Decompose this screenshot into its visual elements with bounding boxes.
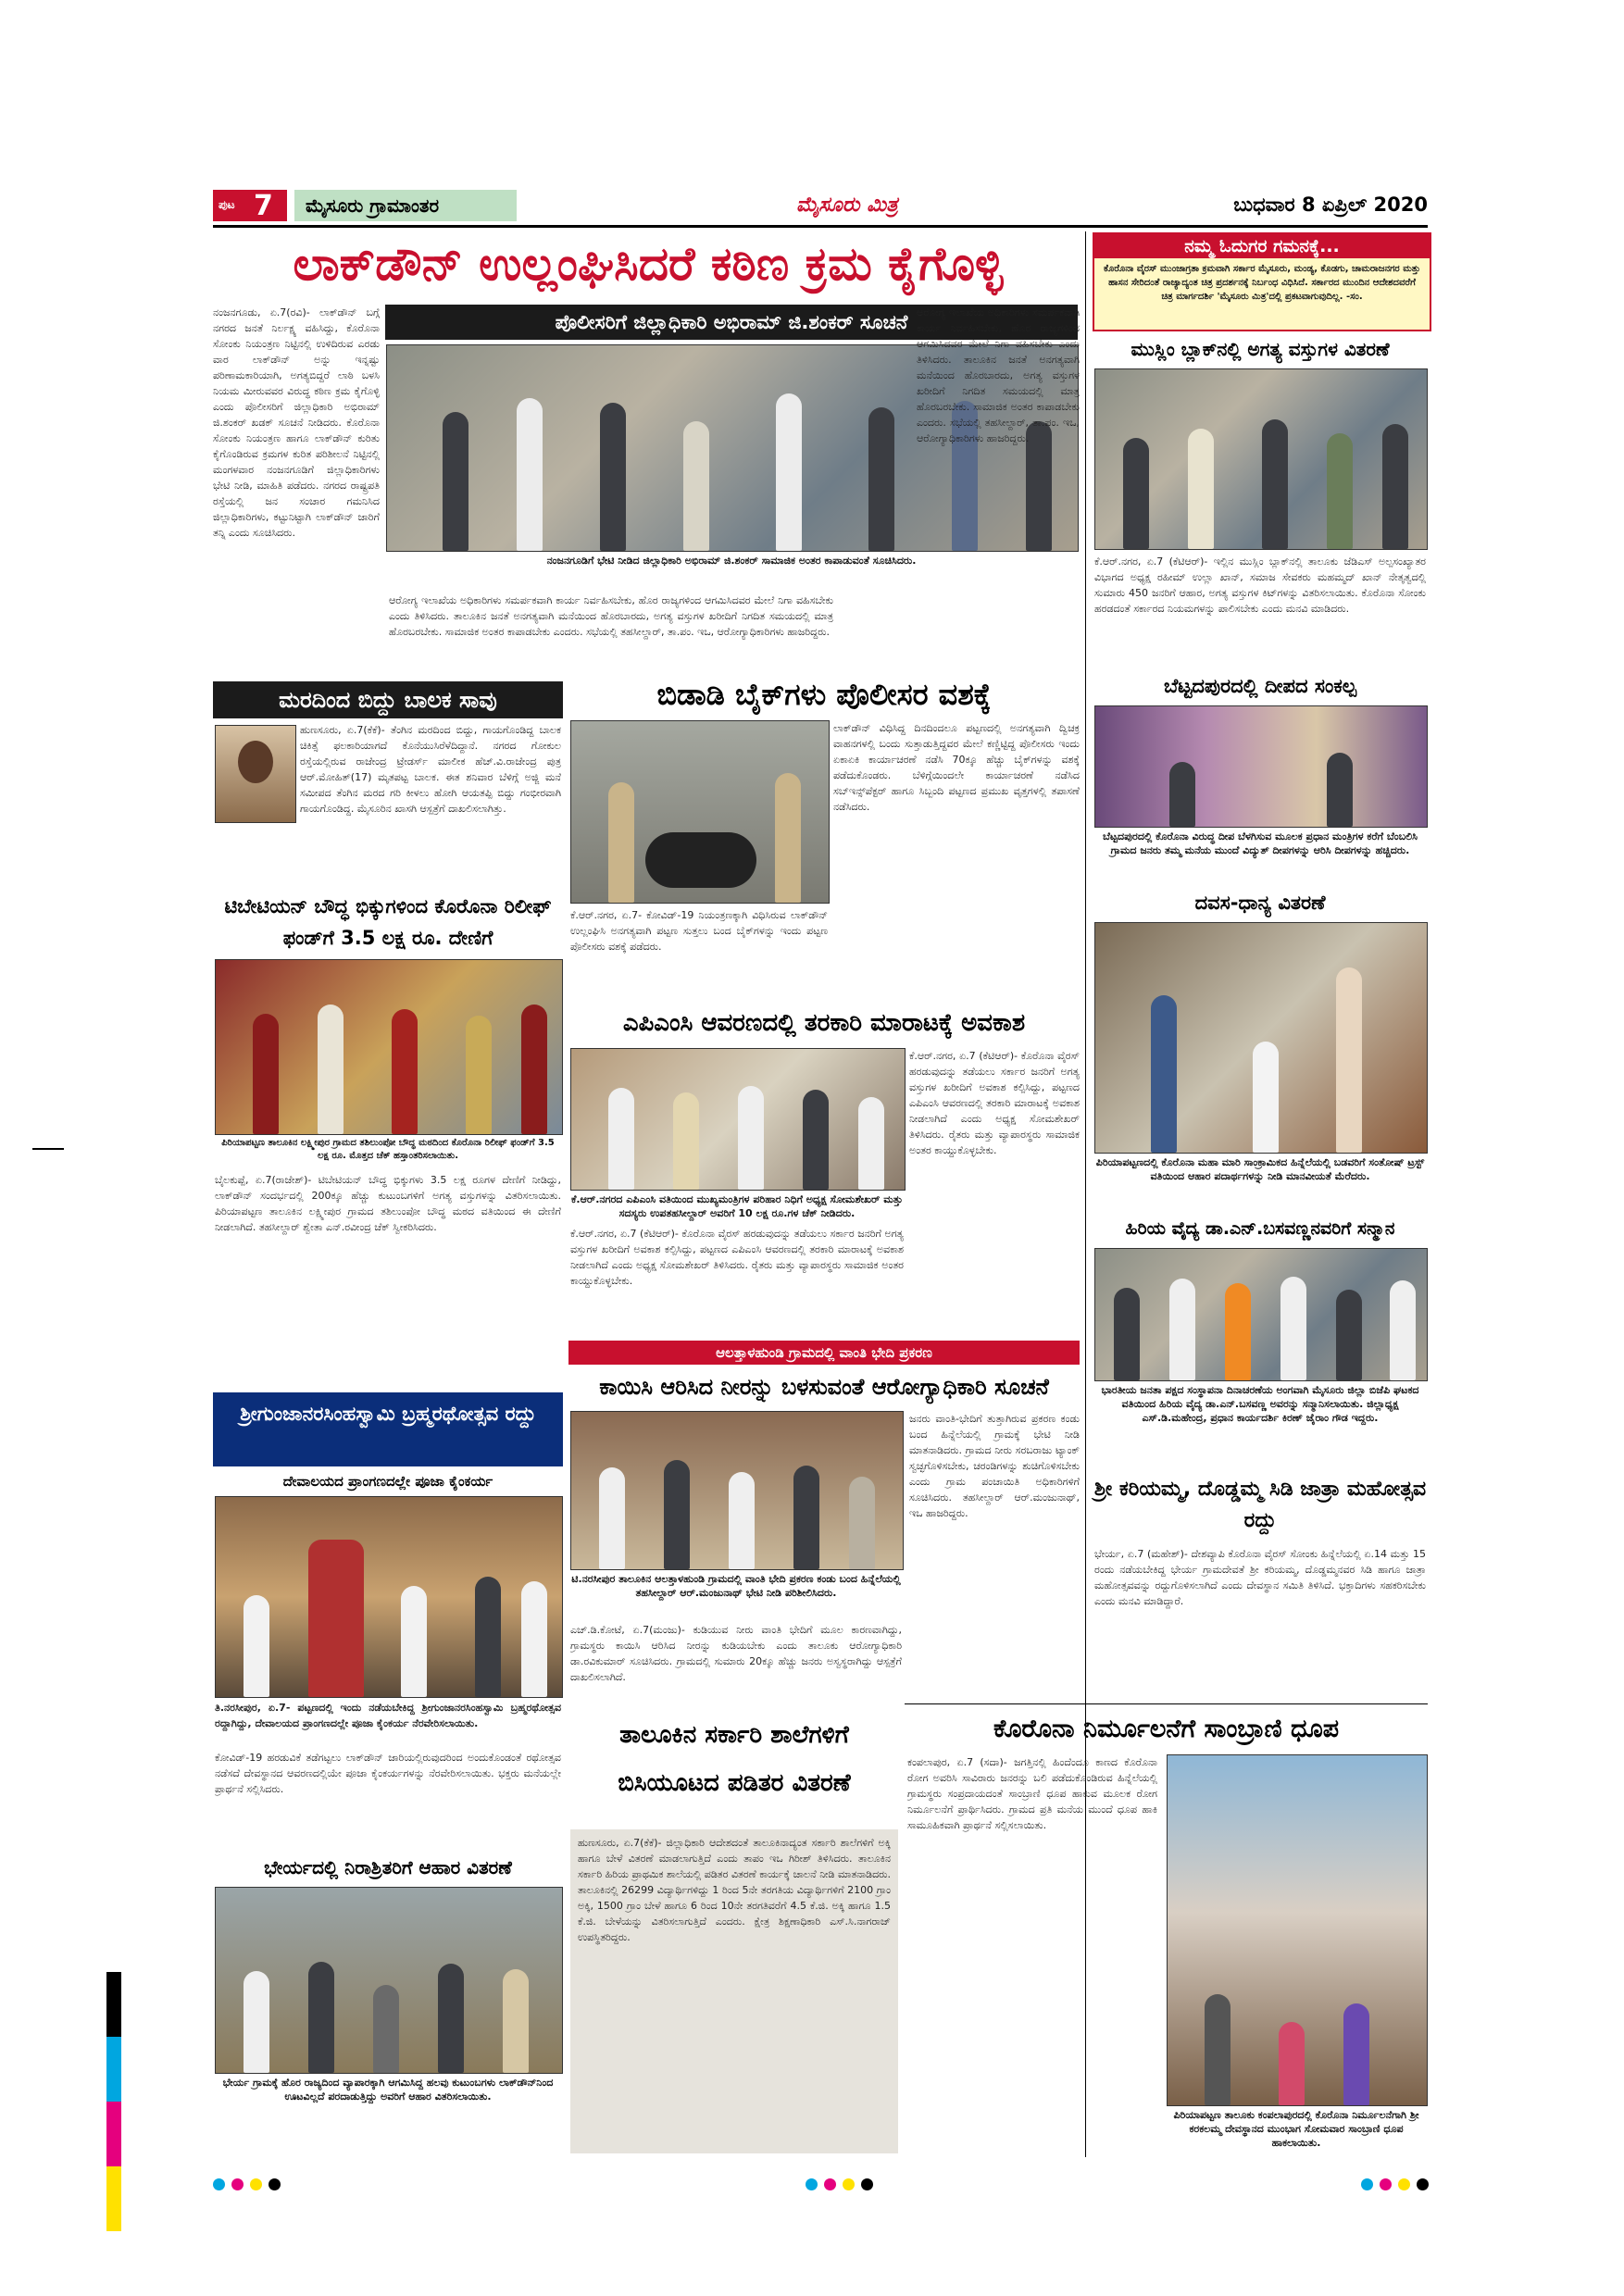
lead-body-left: ನಂಜನಗೂಡು, ಏ.7(ರವಿ)- ಲಾಕ್‌ಡೌನ್ ಬಗ್ಗೆ ನಗರದ ಜನತೆ ನಿರ್ಲಕ್ಷ್ಯ ವಹಿಸಿದ್ದು, ಕೊರೊನಾ ಸೋಂಕು ನಿಯಂತ್ರಣ ನಿಟ್ಟಿನಲ್ಲಿ ಉಳಿದಿರುವ ಎರಡು ವಾರ ಲಾಕ್‌ಡೌನ್ ಅನ್ನು ಇನ್ನಷ್ಟು ಪರಿಣಾಮಕಾರಿಯಾಗಿ, ಅಗತ್ಯಬಿದ್ದರೆ ಲಾಠಿ ಬಳಸಿ ನಿಯಮ ಮೀರುವವರ ವಿರುದ್ಧ ಕಠಿಣ ಕ್ರಮ ಕೈಗೊಳ್ಳಿ ಎಂದು ಪೊಲೀಸರಿಗೆ ಜಿಲ್ಲಾಧಿಕಾರಿ ಅಭಿರಾಮ್ ಜಿ.ಶಂಕರ್ ಖಡಕ್ ಸೂಚನೆ ನೀಡಿದರು. ಕೊರೊನಾ ಸೋಂಕು ನಿಯಂತ್ರಣ ಹಾಗೂ ಲಾಕ್‌ಡೌನ್ ಕುರಿತು ಕೈಗೊಂಡಿರುವ ಕ್ರಮಗಳ ಕುರಿತ ಪರಿಶೀಲನೆ ನಿಟ್ಟಿನಲ್ಲಿ ಮಂಗಳವಾರ ನಂಜನಗೂಡಿಗೆ ಜಿಲ್ಲಾಧಿಕಾರಿಗಳು ಭೇಟಿ ನೀಡಿ, ಮಾಹಿತಿ ಪಡೆದರು. ನಗರದ ರಾಷ್ಟ್ರಪತಿ ರಸ್ತೆಯಲ್ಲಿ ಜನ ಸಂಚಾರ ಗಮನಿಸಿದ ಜಿಲ್ಲಾಧಿಕಾರಿಗಳು, ಕಟ್ಟುನಿಟ್ಟಾಗಿ ಲಾಕ್‌ಡೌನ್ ಜಾರಿಗೆ ತನ್ನಿ ಎಂದು ಸೂಚಿಸಿದರು. [213,306,380,539]
page-number: 7 [254,190,273,222]
muslim-block-body: ಕೆ.ಆರ್.ನಗರ, ಏ.7 (ಕೆಟಿಆರ್)- ಇಲ್ಲಿನ ಮುಸ್ಲಿಂ ಬ್ಲಾಕ್‌ನಲ್ಲಿ ತಾಲೂಕು ಜೆಡಿಎಸ್ ಅಲ್ಪಸಂಖ್ಯಾತರ ವಿಭಾಗದ ಅಧ್ಯಕ್ಷ ರಹೀಮ್ ಉಲ್ಲಾ ಖಾನ್, ಸಮಾಜ ಸೇವಕರು ಮಹಮ್ಮದ್ ಖಾನ್ ನೇತೃತ್ವದಲ್ಲಿ ಸುಮಾರು 450 ಜನರಿಗೆ ಆಹಾರ, ಅಗತ್ಯ ವಸ್ತುಗಳ ಕಿಟ್‌ಗಳನ್ನು ವಿತರಿಸಲಾಯಿತು. ಕೊರೊನಾ ಸೋಂಕು ಹರಡದಂತೆ ಸರ್ಕಾರದ ನಿಯಮಗಳನ್ನು ಪಾಲಿಸಬೇಕು ಎಂದು ಮನವಿ ಮಾಡಿದರು. [1094,555,1426,615]
sambrani-caption: ಪಿರಿಯಾಪಟ್ಟಣ ತಾಲೂಕು ಕಂಪಲಾಪುರದಲ್ಲಿ ಕೊರೊನಾ ನಿರ್ಮೂಲನೆಗಾಗಿ ಶ್ರೀ ಕರಕಲಮ್ಮ ದೇವಸ್ಥಾನದ ಮುಂಭಾಗ ಸೋಮವಾರ ಸಾಂಬ್ರಾಣಿ ಧೂಪ ಹಾಕಲಾಯಿತು. [1173,2109,1419,2149]
section-name-box [294,190,517,221]
temple-photo [215,1496,563,1698]
bettadapura-caption: ಬೆಟ್ಟದಪುರದಲ್ಲಿ ಕೊರೊನಾ ವಿರುದ್ಧ ದೀಪ ಬೆಳಗಿಸುವ ಮೂಲಕ ಪ್ರಧಾನ ಮಂತ್ರಿಗಳ ಕರೆಗೆ ಬೆಂಬಲಿಸಿ ಗ್ರಾಮದ ಜನರು ತಮ್ಮ ಮನೆಯ ಮುಂದೆ ವಿದ್ಯುತ್ ದೀಪಗಳನ್ನು ಆರಿಸಿ ದೀಪಗಳನ್ನು ಹಚ್ಚಿದರು. [1103,830,1418,856]
fair-headline: ಶ್ರೀ ಕರಿಯಮ್ಮ, ದೊಡ್ಡಮ್ಮ ಸಿಡಿ ಜಾತ್ರಾ ಮಹೋತ್ಸವ ರದ್ದು [1093,1478,1427,1532]
boy-body: ಹುಣಸೂರು, ಏ.7(ಕೆಕೆ)- ತೆಂಗಿನ ಮರದಿಂದ ಬಿದ್ದು, ಗಾಯಗೊಂಡಿದ್ದ ಬಾಲಕ ಚಿಕಿತ್ಸೆ ಫಲಕಾರಿಯಾಗದೆ ಕೊನೆಯುಸಿರೆಳೆದಿದ್ದಾನೆ. ನಗರದ ಗೋಕುಲ ರಸ್ತೆಯಲ್ಲಿರುವ ರಾಜೇಂದ್ರ ಟ್ರೇಡರ್ಸ್ ಮಾಲೀಕ ಹೆಚ್.ವಿ.ರಾಜೇಂದ್ರ ಪುತ್ರ ಆರ್.ಮೋಹಿತ್(17) ಮೃತಪಟ್ಟ ಬಾಲಕ. ಈತ ಶನಿವಾರ ಬೆಳಿಗ್ಗೆ ಅಜ್ಜಿ ಮನೆ ಸಮೀಪದ ತೆಂಗಿನ ಮರದ ಗರಿ ಕೀಳಲು ಹೋಗಿ ಆಯತಪ್ಪಿ ಬಿದ್ದು ಗಂಭೀರವಾಗಿ ಗಾಯಗೊಂಡಿದ್ದ. ಮೈಸೂರಿನ ಖಾಸಗಿ ಆಸ್ಪತ್ರೆಗೆ ದಾಖಲಿಸಲಾಗಿತ್ತು. [300,724,561,815]
boy-portrait [215,725,296,823]
masthead-rule [213,225,1428,228]
bikes-caption: ಕೆ.ಆರ್.ನಗರ, ಏ.7- ಕೋವಿಡ್-19 ನಿಯಂತ್ರಣಕ್ಕಾಗಿ ವಿಧಿಸಿರುವ ಲಾಕ್‌ಡೌನ್ ಉಲ್ಲಂಘಿಸಿ ಅನಗತ್ಯವಾಗಿ ಪಟ್ಟಣ ಸುತ್ತಲು ಬಂದ ಬೈಕ್‌ಗಳನ್ನು ಇಂದು ಪಟ್ಟಣ ಪೊಲೀಸರು ವಶಕ್ಕೆ ಪಡೆದರು. [570,909,828,953]
water-body-right: ಜನರು ವಾಂತಿ-ಭೇದಿಗೆ ತುತ್ತಾಗಿರುವ ಪ್ರಕರಣ ಕಂಡು ಬಂದ ಹಿನ್ನೆಲೆಯಲ್ಲಿ ಗ್ರಾಮಕ್ಕೆ ಭೇಟಿ ನೀಡಿ ಮಾತನಾಡಿದರು. ಗ್ರಾಮದ ನೀರು ಸರಬರಾಜು ಟ್ಯಾಂಕ್ ಸ್ವಚ್ಛಗೊಳಿಸಬೇಕು, ಚರಂಡಿಗಳನ್ನು ಶುಚಿಗೊಳಿಸಬೇಕು ಎಂದು ಗ್ರಾಮ ಪಂಚಾಯಿತಿ ಅಧಿಕಾರಿಗಳಿಗೆ ಸೂಚಿಸಿದರು. ತಹಸೀಲ್ದಾರ್ ಆರ್.ಮಂಜುನಾಥ್, ಇಒ ಹಾಜರಿದ್ದರು. [909,1413,1080,1519]
bettadapura-photo [1094,705,1428,828]
bherya-photo [215,1887,563,2074]
bikes-headline: ಬಿಡಾಡಿ ಬೈಕ್‌ಗಳು ಪೊಲೀಸರ ವಶಕ್ಕೆ [656,677,992,712]
sambrani-body: ಕಂಪಲಾಪುರ, ಏ.7 (ಸದಾ)- ಜಗತ್ತಿನಲ್ಲಿ ಹಿಂದೆಂದೂ ಕಾಣದ ಕೊರೊನಾ ರೋಗ ಅವರಿಸಿ ಸಾವಿರಾರು ಜನರನ್ನು ಬಲಿ ಪಡೆದುಕೊಂಡಿರುವ ಹಿನ್ನೆಲೆಯಲ್ಲಿ ಗ್ರಾಮಸ್ಥರು ಸಂಪ್ರದಾಯದಂತೆ ಸಾಂಬ್ರಾಣಿ ಧೂಪ ಹಾಕುವ ಮೂಲಕ ರೋಗ ನಿರ್ಮೂಲನೆಗೆ ಪ್ರಾರ್ಥಿಸಿದರು. ಗ್ರಾಮದ ಪ್ರತಿ ಮನೆಯ ಮುಂದೆ ಧೂಪ ಹಾಕಿ ಸಾಮೂಹಿಕವಾಗಿ ಪ್ರಾರ್ಥನೆ ಸಲ್ಲಿಸಲಾಯಿತು. [907,1756,1157,1831]
boy-headline: ಮರದಿಂದ ಬಿದ್ದು ಬಾಲಕ ಸಾವು [213,681,563,718]
muslim-block-photo [1094,368,1428,550]
doctor-headline: ಹಿರಿಯ ವೈದ್ಯ ಡಾ.ಎನ್.ಬಸವಣ್ಣನವರಿಗೆ ಸನ್ಮಾನ [1125,1218,1395,1239]
lead-photo-caption: ನಂಜನಗೂಡಿಗೆ ಭೇಟಿ ನೀಡಿದ ಜಿಲ್ಲಾಧಿಕಾರಿ ಅಭಿರಾಮ್ ಜಿ.ಶಂಕರ್ ಸಾಮಾಜಿಕ ಅಂತರ ಕಾಪಾಡುವಂತೆ ಸೂಚಿಸಿದರು. [546,555,917,567]
section-name: ಮೈಸೂರು ಗ್ರಾಮಾಂತರ [306,194,440,217]
grain-headline: ದವಸ-ಧಾನ್ಯ ವಿತರಣೆ [1194,892,1326,914]
temple-caption: ತಿ.ನರಸೀಪುರ, ಏ.7- ಪಟ್ಟಣದಲ್ಲಿ ಇಂದು ನಡೆಯಬೇಕಿದ್ದ ಶ್ರೀಗುಂಜಾನರಸಿಂಹಸ್ವಾಮಿ ಬ್ರಹ್ಮರಥೋತ್ಸವ ರದ್ದಾಗಿದ್ದು, ದೇವಾಲಯದ ಪ್ರಾಂಗಣದಲ್ಲೇ ಪೂಜಾ ಕೈಂಕರ್ಯ ನೆರವೇರಿಸಲಾಯಿತು. [215,1702,561,1729]
notice-text: ಕೊರೊನಾ ವೈರಸ್ ಮುಂಜಾಗ್ರತಾ ಕ್ರಮವಾಗಿ ಸರ್ಕಾರ ಮೈಸೂರು, ಮಂಡ್ಯ, ಕೊಡಗು, ಚಾಮರಾಜನಗರ ಮತ್ತು ಹಾಸನ ಸೇರಿದಂತೆ ರಾಜ್ಯಾದ್ಯಂತ ಚಿತ್ರ ಪ್ರದರ್ಶನಕ್ಕೆ ನಿರ್ಬಂಧ ವಿಧಿಸಿದೆ. ಸರ್ಕಾರದ ಮುಂದಿನ ಆದೇಶದವರೆಗೆ ಚಿತ್ರ ಮಾರ್ಗದರ್ಶಿ 'ಮೈಸೂರು ಮಿತ್ರ'ದಲ್ಲಿ ಪ್ರಕಟವಾಗುವುದಿಲ್ಲ. -ಸಂ. [1103,264,1421,302]
masthead [213,188,1428,225]
bikes-body: ಲಾಕ್‌ಡೌನ್ ವಿಧಿಸಿದ್ದ ದಿನದಿಂದಲೂ ಪಟ್ಟಣದಲ್ಲಿ ಅನಗತ್ಯವಾಗಿ ದ್ವಿಚಕ್ರ ವಾಹನಗಳಲ್ಲಿ ಬಂದು ಸುತ್ತಾಡುತ್ತಿದ್ದವರ ಮೇಲೆ ಕಣ್ಣಿಟ್ಟಿದ್ದ ಪೊಲೀಸರು ಇಂದು ಏಕಾಏಕಿ ಕಾರ್ಯಾಚರಣೆ ನಡೆಸಿ 70ಕ್ಕೂ ಹೆಚ್ಚು ಬೈಕ್‌ಗಳನ್ನು ವಶಕ್ಕೆ ಪಡೆದುಕೊಂಡರು. ಬೆಳಿಗ್ಗೆಯಿಂದಲೇ ಕಾರ್ಯಾಚರಣೆ ನಡೆಸಿದ ಸಬ್‌ಇನ್ಸ್‌ಪೆಕ್ಟರ್ ಹಾಗೂ ಸಿಬ್ಬಂದಿ ಪಟ್ಟಣದ ಪ್ರಮುಖ ವೃತ್ತಗಳಲ್ಲಿ ತಪಾಸಣೆ ನಡೆಸಿದರು. [833,722,1080,813]
school-headline-box [570,1711,898,1822]
page-number-box [213,190,287,221]
doctor-photo [1094,1248,1428,1381]
bettadapura-headline: ಬೆಟ್ಟದಪುರದಲ್ಲಿ ದೀಪದ ಸಂಕಲ್ಪ [1163,675,1356,697]
lead-headline: ಲಾಕ್‌ಡೌನ್ ಉಲ್ಲಂಘಿಸಿದರೆ ಕಠಿಣ ಕ್ರಮ ಕೈಗೊಳ್ಳಿ [293,237,1004,291]
bherya-caption: ಭೇರ್ಯ ಗ್ರಾಮಕ್ಕೆ ಹೊರ ರಾಜ್ಯದಿಂದ ವ್ಯಾಪಾರಕ್ಕಾಗಿ ಆಗಮಿಸಿದ್ದ ಹಲವು ಕುಟುಂಬಗಳು ಲಾಕ್‌ಡೌನ್‌ನಿಂದ ಊಟವಿಲ್ಲದೆ ಪರದಾಡುತ್ತಿದ್ದು ಅವರಿಗೆ ಆಹಾರ ವಿತರಿಸಲಾಯಿತು. [222,2077,554,2103]
issue-date: ಬುಧವಾರ 8 ಏಪ್ರಿಲ್ 2020 [1233,193,1428,216]
water-tag: ಆಲತ್ತಾಳಹುಂಡಿ ಗ್ರಾಮದಲ್ಲಿ ವಾಂತಿ ಭೇದಿ ಪ್ರಕರಣ [716,1344,932,1361]
temple-headline: ಶ್ರೀಗುಂಜಾನರಸಿಂಹಸ್ವಾಮಿ ಬ್ರಹ್ಮರಥೋತ್ಸವ ರದ್ದು [240,1403,536,1425]
water-caption: ಟಿ.ನರಸೀಪುರ ತಾಲೂಕಿನ ಆಲತ್ತಾಳಹುಂಡಿ ಗ್ರಾಮದಲ್ಲಿ ವಾಂತಿ ಭೇದಿ ಪ್ರಕರಣ ಕಂಡು ಬಂದ ಹಿನ್ನೆಲೆಯಲ್ಲಿ ತಹಸೀಲ್ದಾರ್ ಆರ್.ಮಂಜುನಾಥ್ ಭೇಟಿ ನೀಡಿ ಪರಿಶೀಲಿಸಿದರು. [571,1573,901,1599]
right-rule [905,1703,1428,1704]
apmc-body: ಕೆ.ಆರ್.ನಗರ, ಏ.7 (ಕೆಟಿಆರ್)- ಕೊರೊನಾ ವೈರಸ್ ಹರಡುವುದನ್ನು ತಡೆಯಲು ಸರ್ಕಾರ ಜನರಿಗೆ ಅಗತ್ಯ ವಸ್ತುಗಳ ಖರೀದಿಗೆ ಅವಕಾಶ ಕಲ್ಪಿಸಿದ್ದು, ಪಟ್ಟಣದ ಎಪಿಎಂಸಿ ಆವರಣದಲ್ಲಿ ತರಕಾರಿ ಮಾರಾಟಕ್ಕೆ ಅವಕಾಶ ನೀಡಲಾಗಿದೆ ಎಂದು ಅಧ್ಯಕ್ಷ ಸೋಮಶೇಖರ್ ತಿಳಿಸಿದರು. ರೈತರು ಮತ್ತು ವ್ಯಾಪಾರಸ್ಥರು ಸಾಮಾಜಿಕ ಅಂತರ ಕಾಯ್ದುಕೊಳ್ಳಬೇಕು. [570,1228,904,1287]
water-body: ಎಚ್.ಡಿ.ಕೋಟೆ, ಏ.7(ಮಂಜು)- ಕುಡಿಯುವ ನೀರು ವಾಂತಿ ಭೇದಿಗೆ ಮೂಲ ಕಾರಣವಾಗಿದ್ದು, ಗ್ರಾಮಸ್ಥರು ಕಾಯಿಸಿ ಆರಿಸಿದ ನೀರನ್ನು ಕುಡಿಯಬೇಕು ಎಂದು ತಾಲೂಕು ಆರೋಗ್ಯಾಧಿಕಾರಿ ಡಾ.ರವಿಕುಮಾರ್ ಸೂಚಿಸಿದರು. ಗ್ರಾಮದಲ್ಲಿ ಸುಮಾರು 20ಕ್ಕೂ ಹೆಚ್ಚು ಜನರು ಅಸ್ವಸ್ಥರಾಗಿದ್ದು ಆಸ್ಪತ್ರೆಗೆ ದಾಖಲಿಸಲಾಗಿದೆ. [570,1624,902,1683]
apmc-headline: ಎಪಿಎಂಸಿ ಆವರಣದಲ್ಲಿ ತರಕಾರಿ ಮಾರಾಟಕ್ಕೆ ಅವಕಾಶ [622,1009,1026,1037]
apmc-body-right: ಕೆ.ಆರ್.ನಗರ, ಏ.7 (ಕೆಟಿಆರ್)- ಕೊರೊನಾ ವೈರಸ್ ಹರಡುವುದನ್ನು ತಡೆಯಲು ಸರ್ಕಾರ ಜನರಿಗೆ ಅಗತ್ಯ ವಸ್ತುಗಳ ಖರೀದಿಗೆ ಅವಕಾಶ ಕಲ್ಪಿಸಿದ್ದು, ಪಟ್ಟಣದ ಎಪಿಎಂಸಿ ಆವರಣದಲ್ಲಿ ತರಕಾರಿ ಮಾರಾಟಕ್ಕೆ ಅವಕಾಶ ನೀಡಲಾಗಿದೆ ಎಂದು ಅಧ್ಯಕ್ಷ ಸೋಮಶೇಖರ್ ತಿಳಿಸಿದರು. ರೈತರು ಮತ್ತು ವ್ಯಾಪಾರಸ್ಥರು ಸಾಮಾಜಿಕ ಅಂತರ ಕಾಯ್ದುಕೊಳ್ಳಬೇಕು. [909,1050,1080,1156]
page-label: ಪುಟ [219,198,235,211]
temple-body: ಕೋವಿಡ್-19 ಹರಡುವಿಕೆ ತಡೆಗಟ್ಟಲು ಲಾಕ್‌ಡೌನ್ ಜಾರಿಯಲ್ಲಿರುವುದರಿಂದ ಅಂದುಕೊಂಡಂತೆ ರಥೋತ್ಸವ ನಡೆಸದೆ ದೇವಸ್ಥಾನದ ಆವರಣದಲ್ಲಿಯೇ ಪೂಜಾ ಕೈಂಕರ್ಯಗಳನ್ನು ನೆರವೇರಿಸಲಾಯಿತು. ಭಕ್ತರು ಮನೆಯಲ್ಲೇ ಪ್ರಾರ್ಥನೆ ಸಲ್ಲಿಸಿದರು. [215,1752,561,1795]
bherya-headline: ಭೇರ್ಯದಲ್ಲಿ ನಿರಾಶ್ರಿತರಿಗೆ ಆಹಾರ ವಿತರಣೆ [264,1856,512,1878]
lead-subhead: ಪೊಲೀಸರಿಗೆ ಜಿಲ್ಲಾಧಿಕಾರಿ ಅಭಿರಾಮ್ ಜಿ.ಶಂಕರ್ ಸೂಚನೆ [385,305,1078,340]
bikes-photo [570,720,830,904]
notice-title: ನಮ್ಮ ಓದುಗರ ಗಮನಕ್ಕೆ... [1094,234,1430,258]
lead-body-mid: ಆರೋಗ್ಯ ಇಲಾಖೆಯ ಅಧಿಕಾರಿಗಳು ಸಮರ್ಪಕವಾಗಿ ಕಾರ್ಯ ನಿರ್ವಹಿಸಬೇಕು, ಹೊರ ರಾಜ್ಯಗಳಿಂದ ಆಗಮಿಸಿದವರ ಮೇಲೆ ನಿಗಾ ವಹಿಸಬೇಕು ಎಂದು ತಿಳಿಸಿದರು. ತಾಲೂಕಿನ ಜನತೆ ಅನಗತ್ಯವಾಗಿ ಮನೆಯಿಂದ ಹೊರಬಾರದು, ಅಗತ್ಯ ವಸ್ತುಗಳ ಖರೀದಿಗೆ ನಿಗದಿತ ಸಮಯದಲ್ಲಿ ಮಾತ್ರ ಹೊರಬರಬೇಕು. ಸಾಮಾಜಿಕ ಅಂತರ ಕಾಪಾಡಬೇಕು ಎಂದರು. ಸಭೆಯಲ್ಲಿ ತಹಸೀಲ್ದಾರ್, ತಾ.ಪಂ. ಇಒ, ಆರೋಗ್ಯಾಧಿಕಾರಿಗಳು ಹಾಜರಿದ್ದರು. [389,594,833,638]
grain-caption: ಪಿರಿಯಾಪಟ್ಟಣದಲ್ಲಿ ಕೊರೊನಾ ಮಹಾ ಮಾರಿ ಸಾಂಕ್ರಾಮಿಕದ ಹಿನ್ನೆಲೆಯಲ್ಲಿ ಬಡವರಿಗೆ ಸಂತೋಷ್ ಟ್ರಸ್ಟ್ ವತಿಯಿಂದ ಆಹಾರ ಪದಾರ್ಥಗಳನ್ನು ನೀಡಿ ಮಾನವೀಯತೆ ಮೆರೆದರು. [1095,1156,1425,1182]
paper-name: ಮೈಸೂರು ಮಿತ್ರ [796,193,898,217]
water-headline: ಕಾಯಿಸಿ ಆರಿಸಿದ ನೀರನ್ನು ಬಳಸುವಂತೆ ಆರೋಗ್ಯಾಧಿಕಾರಿ ಸೂಚನೆ [599,1374,1049,1400]
tibetan-caption: ಪಿರಿಯಾಪಟ್ಟಣ ತಾಲೂಕಿನ ಲಕ್ಷ್ಮೀಪುರ ಗ್ರಾಮದ ತಶಿಲುಂಪೋ ಬೌದ್ಧ ಮಠದಿಂದ ಕೊರೊನಾ ರಿಲೀಫ್ ಫಂಡ್‌ಗೆ 3.5 ಲಕ್ಷ ರೂ. ಮೊತ್ತದ ಚೆಕ್ ಹಸ್ತಾಂತರಿಸಲಾಯಿತು. [221,1138,555,1161]
school-body: ಹುಣಸೂರು, ಏ.7(ಕೆಕೆ)- ಜಿಲ್ಲಾಧಿಕಾರಿ ಆದೇಶದಂತೆ ತಾಲೂಕಿನಾದ್ಯಂತ ಸರ್ಕಾರಿ ಶಾಲೆಗಳಿಗೆ ಅಕ್ಕಿ ಹಾಗೂ ಬೇಳೆ ವಿತರಣೆ ಮಾಡಲಾಗುತ್ತಿದೆ ಎಂದು ತಾಪಂ ಇಒ ಗಿರೀಶ್ ತಿಳಿಸಿದರು. ತಾಲೂಕಿನ ಸರ್ಕಾರಿ ಹಿರಿಯ ಪ್ರಾಥಮಿಕ ಶಾಲೆಯಲ್ಲಿ ಪಡಿತರ ವಿತರಣೆ ಕಾರ್ಯಕ್ಕೆ ಚಾಲನೆ ನೀಡಿ ಮಾತನಾಡಿದರು. ತಾಲೂಕಿನಲ್ಲಿ 26299 ವಿದ್ಯಾರ್ಥಿಗಳಿದ್ದು 1 ರಿಂದ 5ನೇ ತರಗತಿಯ ವಿದ್ಯಾರ್ಥಿಗಳಿಗೆ 2100 ಗ್ರಾಂ ಅಕ್ಕಿ, 1500 ಗ್ರಾಂ ಬೇಳೆ ಹಾಗೂ 6 ರಿಂದ 10ನೇ ತರಗತಿವರೆಗೆ 4.5 ಕೆ.ಜಿ. ಅಕ್ಕಿ ಹಾಗೂ 1.5 ಕೆ.ಜಿ. ಬೇಳೆಯನ್ನು ವಿತರಿಸಲಾಗುತ್ತಿದೆ ಎಂದರು. ಕ್ಷೇತ್ರ ಶಿಕ್ಷಣಾಧಿಕಾರಿ ಎಸ್.ಸಿ.ನಾಗರಾಜ್ ಉಪಸ್ಥಿತರಿದ್ದರು. [578,1837,891,1943]
muslim-block-headline: ಮುಸ್ಲಿಂ ಬ್ಲಾಕ್‌ನಲ್ಲಿ ಅಗತ್ಯ ವಸ್ತುಗಳ ವಿತರಣೆ [1131,338,1390,360]
left-registration-strip [106,1972,121,2259]
tibetan-body: ಬೈಲಕುಪ್ಪೆ, ಏ.7(ರಾಜೇಶ್)- ಟಿಬೇಟಿಯನ್ ಬೌದ್ಧ ಭಿಕ್ಕುಗಳು 3.5 ಲಕ್ಷ ರೂಗಳ ದೇಣಿಗೆ ನೀಡಿದ್ದು, ಲಾಕ್‌ಡೌನ್ ಸಂದರ್ಭದಲ್ಲಿ 200ಕ್ಕೂ ಹೆಚ್ಚು ಕುಟುಂಬಗಳಿಗೆ ಅಗತ್ಯ ವಸ್ತುಗಳನ್ನು ವಿತರಿಸಲಾಯಿತು. ಪಿರಿಯಾಪಟ್ಟಣ ತಾಲೂಕಿನ ಲಕ್ಷ್ಮೀಪುರ ಗ್ರಾಮದ ತಶಿಲುಂಪೋ ಬೌದ್ಧ ಮಠದ ವತಿಯಿಂದ ಈ ದೇಣಿಗೆ ನೀಡಲಾಗಿದೆ. ತಹಸೀಲ್ದಾರ್ ಶ್ವೇತಾ ಎನ್.ರವೀಂದ್ರ ಚೆಕ್ ಸ್ವೀಕರಿಸಿದರು. [215,1174,561,1233]
doctor-caption: ಭಾರತೀಯ ಜನತಾ ಪಕ್ಷದ ಸಂಸ್ಥಾಪನಾ ದಿನಾಚರಣೆಯ ಅಂಗವಾಗಿ ಮೈಸೂರು ಜಿಲ್ಲಾ ಬಿಜೆಪಿ ಘಟಕದ ವತಿಯಿಂದ ಹಿರಿಯ ವೈದ್ಯ ಡಾ.ಎನ್.ಬಸವಣ್ಣ ಅವರನ್ನು ಸನ್ಮಾನಿಸಲಾಯಿತು. ಜಿಲ್ಲಾಧ್ಯಕ್ಷ ಎಸ್.ಡಿ.ಮಹೇಂದ್ರ, ಪ್ರಧಾನ ಕಾರ್ಯದರ್ಶಿ ಕಿರಣ್ ಜೈರಾಂ ಗೌಡ ಇದ್ದರು. [1101,1384,1419,1424]
notice-box [1093,232,1431,331]
tibetan-headline: ಟಿಬೇಟಿಯನ್ ಬೌದ್ಧ ಭಿಕ್ಕುಗಳಿಂದ ಕೊರೊನಾ ರಿಲೀಫ್ ಫಂಡ್‌ಗೆ 3.5 ಲಕ್ಷ ರೂ. ದೇಣಿಗೆ [224,895,552,949]
lead-body-right: ಆರೋಗ್ಯ ಇಲಾಖೆಯ ಅಧಿಕಾರಿಗಳು ಸಮರ್ಪಕವಾಗಿ ಕಾರ್ಯ ನಿರ್ವಹಿಸಬೇಕು, ಹೊರ ರಾಜ್ಯಗಳಿಂದ ಆಗಮಿಸಿದವರ ಮೇಲೆ ನಿಗಾ ವಹಿಸಬೇಕು ಎಂದು ತಿಳಿಸಿದರು. ತಾಲೂಕಿನ ಜನತೆ ಅನಗತ್ಯವಾಗಿ ಮನೆಯಿಂದ ಹೊರಬಾರದು, ಅಗತ್ಯ ವಸ್ತುಗಳ ಖರೀದಿಗೆ ನಿಗದಿತ ಸಮಯದಲ್ಲಿ ಮಾತ್ರ ಹೊರಬರಬೇಕು. ಸಾಮಾಜಿಕ ಅಂತರ ಕಾಪಾಡಬೇಕು ಎಂದರು. ಸಭೆಯಲ್ಲಿ ತಹಸೀಲ್ದಾರ್, ತಾ.ಪಂ. ಇಒ, ಆರೋಗ್ಯಾಧಿಕಾರಿಗಳು ಹಾಜರಿದ್ದರು. [917,306,1080,444]
temple-headline-box [213,1392,563,1466]
margin-tick [32,1148,64,1150]
apmc-caption: ಕೆ.ಆರ್.ನಗರದ ಎಪಿಎಂಸಿ ವತಿಯಿಂದ ಮುಖ್ಯಮಂತ್ರಿಗಳ ಪರಿಹಾರ ನಿಧಿಗೆ ಅಧ್ಯಕ್ಷ ಸೋಮಶೇಖರ್ ಮತ್ತು ಸದಸ್ಯರು ಉಪತಹಸೀಲ್ದಾರ್ ಅವರಿಗೆ 10 ಲಕ್ಷ ರೂ.ಗಳ ಚೆಕ್ ನೀಡಿದರು. [571,1193,903,1219]
top-registration-dots [213,2178,1417,2197]
water-photo [570,1411,904,1570]
water-tag-bar [568,1341,1080,1365]
tibetan-photo [215,959,563,1135]
school-headline: ತಾಲೂಕಿನ ಸರ್ಕಾರಿ ಶಾಲೆಗಳಿಗೆ ಬಿಸಿಯೂಟದ ಪಡಿತರ ವಿತರಣೆ [618,1721,851,1797]
school-body-box [570,1829,898,2153]
sambrani-headline: ಕೊರೊನಾ ನಿರ್ಮೂಲನೆಗೆ ಸಾಂಬ್ರಾಣಿ ಧೂಪ [993,1715,1340,1743]
sambrani-photo [1167,1754,1428,2106]
fair-body: ಭೇರ್ಯ, ಏ.7 (ಮಹೇಶ್)- ದೇಶವ್ಯಾಪಿ ಕೊರೊನಾ ವೈರಸ್ ಸೋಂಕು ಹಿನ್ನೆಲೆಯಲ್ಲಿ ಏ.14 ಮತ್ತು 15 ರಂದು ನಡೆಯಬೇಕಿದ್ದ ಭೇರ್ಯ ಗ್ರಾಮದೇವತೆ ಶ್ರೀ ಕರಿಯಮ್ಮ, ದೊಡ್ಡಮ್ಮನವರ ಸಿಡಿ ಹಾಗೂ ಜಾತ್ರಾ ಮಹೋತ್ಸವವನ್ನು ರದ್ದುಗೊಳಿಸಲಾಗಿದೆ ಎಂದು ದೇವಸ್ಥಾನ ಸಮಿತಿ ತಿಳಿಸಿದೆ. ಭಕ್ತಾದಿಗಳು ಸಹಕರಿಸಬೇಕು ಎಂದು ಮನವಿ ಮಾಡಿದ್ದಾರೆ. [1094,1548,1426,1607]
grain-photo [1094,922,1428,1154]
apmc-photo [570,1048,906,1191]
temple-subhead: ದೇವಾಲಯದ ಪ್ರಾಂಗಣದಲ್ಲೇ ಪೂಜಾ ಕೈಂಕರ್ಯ [282,1473,493,1490]
